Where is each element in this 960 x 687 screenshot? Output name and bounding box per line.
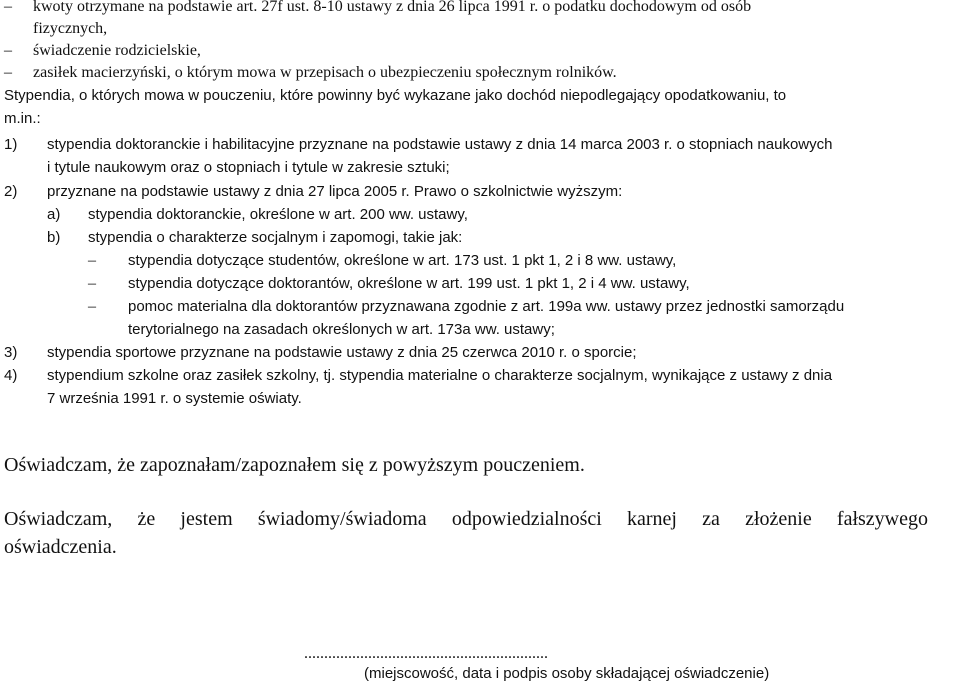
subitem-line: pomoc materialna dla doktorantów przyznawana zgodnie z art. 199a ww. ustawy przez jednostki samorządu: [128, 298, 845, 315]
item-line: stypendia sportowe przyznane na podstawie ustawy z dnia 25 czerwca 2010 r. o sporcie;: [47, 344, 637, 361]
declaration-text: Oświadczam, że jestem świadomy/świadoma odpowiedzialności karnej za złożenie fałszywego: [4, 508, 928, 530]
item-number: 4): [4, 367, 18, 384]
list-item-line: zasiłek macierzyński, o którym mowa w przepisach o ubezpieczeniu społecznym rolników.: [33, 64, 617, 81]
list-item-line: kwoty otrzymane na podstawie art. 27f ust. 8-10 ustawy z dnia 26 lipca 1991 r. o podatku dochodowym od osób: [33, 0, 752, 15]
list-dash: –: [88, 298, 96, 315]
subitem-line: terytorialnego na zasadach określonych w art. 173a ww. ustawy;: [128, 321, 555, 338]
item-line: i tytule naukowym oraz o stopniach i tytule w zakresie sztuki;: [47, 159, 450, 176]
list-dash: –: [4, 0, 12, 15]
list-item-line: świadczenie rodzicielskie,: [33, 42, 201, 59]
subitem-line: stypendia o charakterze socjalnym i zapomogi, takie jak:: [88, 229, 463, 246]
stypendia-heading-line: Stypendia, o których mowa w pouczeniu, które powinny być wykazane jako dochód niepodlegający opodatkowaniu, to: [4, 87, 787, 104]
list-dash: –: [88, 275, 96, 292]
subitem-line: stypendia dotyczące studentów, określone w art. 173 ust. 1 pkt 1, 2 i 8 ww. ustawy,: [128, 252, 677, 269]
list-item-line: fizycznych,: [33, 20, 108, 37]
declaration-text: oświadczenia.: [4, 536, 117, 558]
item-line: stypendium szkolne oraz zasiłek szkolny, tj. stypendia materialne o charakterze socjalnym, wynikające z ustawy z dnia: [47, 367, 833, 384]
signature-caption: (miejscowość, data i podpis osoby składającej oświadczenie): [364, 665, 770, 682]
item-number: 3): [4, 344, 18, 361]
item-number: 1): [4, 136, 18, 153]
subitem-line: stypendia dotyczące doktorantów, określone w art. 199 ust. 1 pkt 1, 2 i 4 ww. ustawy,: [128, 275, 690, 292]
subitem-letter: a): [47, 206, 61, 223]
declaration-text: Oświadczam, że zapoznałam/zapoznałem się z powyższym pouczeniem.: [4, 454, 585, 476]
signature-line: .............................................................: [304, 645, 548, 662]
list-dash: –: [4, 64, 12, 81]
list-dash: –: [4, 42, 12, 59]
item-line: przyznane na podstawie ustawy z dnia 27 lipca 2005 r. Prawo o szkolnictwie wyższym:: [47, 183, 623, 200]
subitem-line: stypendia doktoranckie, określone w art. 200 ww. ustawy,: [88, 206, 468, 223]
item-line: 7 września 1991 r. o systemie oświaty.: [47, 390, 302, 407]
item-line: stypendia doktoranckie i habilitacyjne przyznane na podstawie ustawy z dnia 14 marca 2003 r. o stopniach naukowych: [47, 136, 833, 153]
list-dash: –: [88, 252, 96, 269]
stypendia-heading-line: m.in.:: [4, 110, 41, 127]
item-number: 2): [4, 183, 18, 200]
subitem-letter: b): [47, 229, 61, 246]
